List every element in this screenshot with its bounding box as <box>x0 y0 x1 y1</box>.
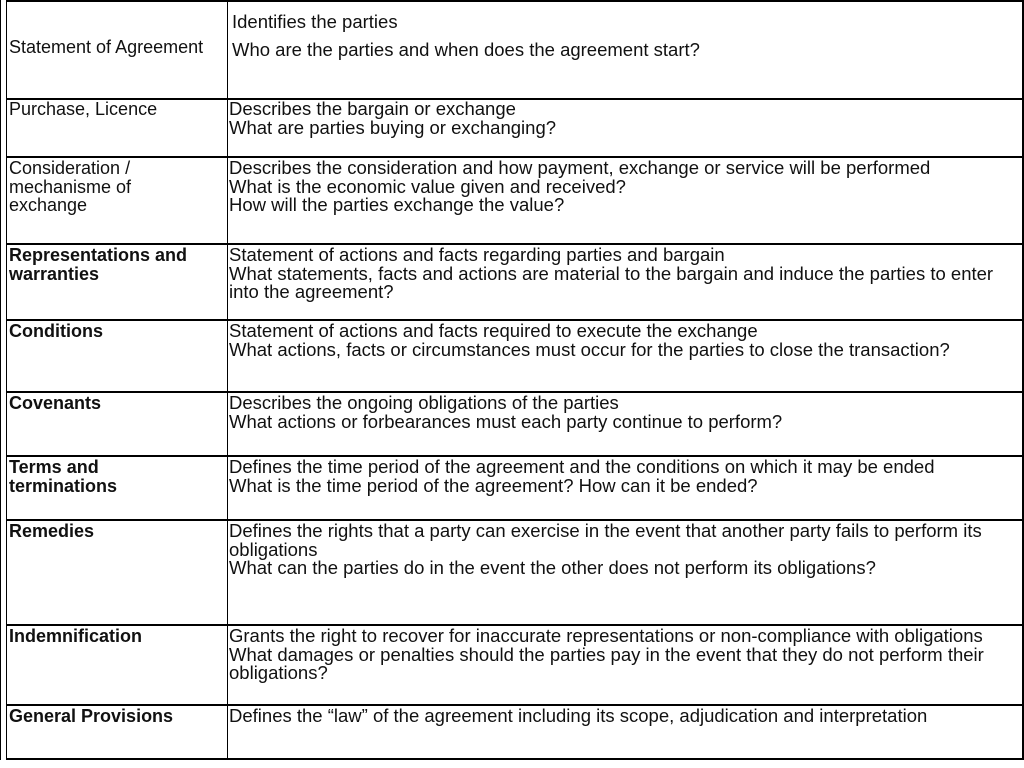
description-line: What is the time period of the agreement? How can it be ended? <box>229 474 758 496</box>
row-label-remedies: Remedies <box>6 521 228 626</box>
description-line: What actions or forbearances must each party continue to perform? <box>229 410 783 432</box>
description-line: What can the parties do in the event the other does not perform its obligations? <box>229 557 876 578</box>
table-row <box>6 243 1024 321</box>
description-line: What are parties buying or exchanging? <box>229 116 557 138</box>
description-line: Describes the bargain or exchange <box>229 98 516 119</box>
row-description <box>228 158 1024 245</box>
table-row <box>6 391 1024 457</box>
row-description <box>228 521 1024 626</box>
row-label-statement-of-agreement: Statement of Agreement <box>6 2 228 100</box>
table-row <box>6 319 1024 393</box>
description-line: Describes the ongoing obligations of the parties <box>229 392 619 413</box>
table-row <box>6 519 1024 626</box>
description-line: How will the parties exchange the value? <box>229 194 565 215</box>
row-description <box>228 2 1024 100</box>
description-line: What statements, facts and actions are material to the bargain and induce the parties to enter into the agreement? <box>229 262 994 302</box>
row-description <box>228 100 1024 158</box>
description-line: Defines the “law” of the agreement including its scope, adjudication and interpretation <box>229 705 928 726</box>
row-label-terms-and-terminations: Terms and terminations <box>6 457 228 521</box>
description-line: What actions, facts or circumstances must occur for the parties to close the transaction? <box>229 338 950 360</box>
row-description <box>228 245 1024 321</box>
description-line: Describes the consideration and how payment, exchange or service will be performed <box>229 157 931 178</box>
row-label-conditions: Conditions <box>6 321 228 393</box>
table-row <box>6 455 1024 521</box>
row-description <box>228 706 1024 758</box>
description-line: Statement of actions and facts required to execute the exchange <box>229 320 758 341</box>
description-line: What is the economic value given and received? <box>229 175 626 197</box>
row-label-general-provisions: General Provisions <box>6 706 228 758</box>
description-line: Defines the time period of the agreement and the conditions on which it may be ended <box>229 456 935 477</box>
table-row <box>6 704 1024 760</box>
description-line: Defines the rights that a party can exercise in the event that another party fails to perform its obligations <box>229 520 982 560</box>
table-row <box>6 98 1024 158</box>
table-row <box>6 156 1024 245</box>
row-label-covenants: Covenants <box>6 393 228 457</box>
description-line: Grants the right to recover for inaccurate representations or non-compliance with obligations <box>229 625 983 646</box>
row-description <box>228 321 1024 393</box>
row-description <box>228 457 1024 521</box>
row-label-purchase-licence: Purchase, Licence <box>6 100 228 158</box>
row-description <box>228 393 1024 457</box>
row-label-indemnification: Indemnification <box>6 626 228 706</box>
description-line: Identifies the parties <box>232 11 398 32</box>
table-row <box>6 624 1024 706</box>
description-line: Statement of actions and facts regarding parties and bargain <box>229 244 725 265</box>
table-row <box>6 0 1024 100</box>
row-description <box>228 626 1024 706</box>
description-line: What damages or penalties should the parties pay in the event that they do not perform their obligations? <box>229 643 984 683</box>
description-line: Who are the parties and when does the agreement start? <box>232 39 700 60</box>
row-label-consideration: Consideration / mechanisme of exchange <box>6 158 228 245</box>
row-label-representations-and-warranties: Representations and warranties <box>6 245 228 321</box>
